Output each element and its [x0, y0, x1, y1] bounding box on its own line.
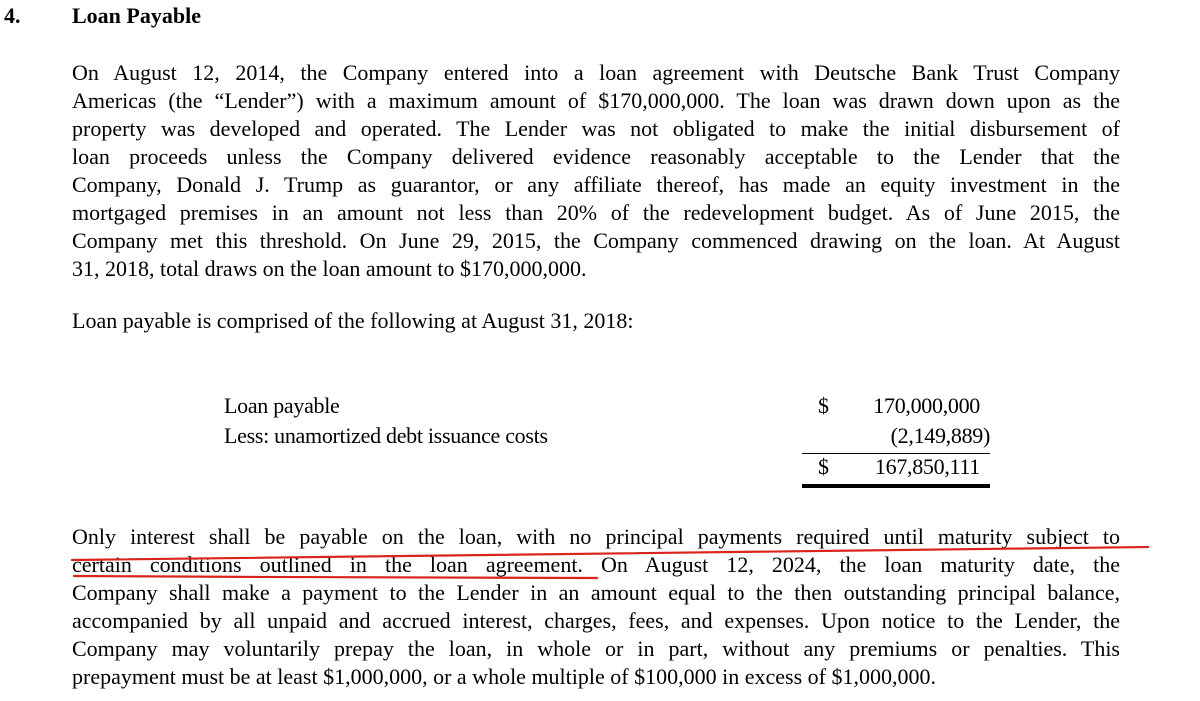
currency-symbol: $ [818, 393, 829, 418]
paragraph-line: Americas (the “Lender”) with a maximum amount of $170,000,000. The loan was drawn down upon as the [72, 88, 1120, 113]
section-number: 4. [4, 3, 21, 28]
table-row-value: (2,149,889) [890, 423, 990, 448]
table-row-label: Less: unamortized debt issuance costs [224, 423, 548, 448]
paragraph-line: Company shall make a payment to the Lender in an amount equal to the then outstanding principal balance, [72, 580, 1120, 605]
table-total-value: 167,850,111 [874, 454, 980, 479]
paragraph-loan-agreement [72, 59, 1120, 283]
currency-symbol: $ [818, 454, 829, 479]
paragraph-line: Company met this threshold. On June 29, 2015, the Company commenced drawing on the loan. At August [72, 228, 1120, 253]
paragraph-line: loan proceeds unless the Company delivered evidence reasonably acceptable to the Lender that the [72, 144, 1120, 169]
table-row-label: Loan payable [224, 393, 340, 418]
table-row-value: 170,000,000 [873, 393, 980, 418]
paragraph-line: certain conditions outlined in the loan agreement. On August 12, 2024, the loan maturity date, the [72, 552, 1120, 577]
paragraph-line: prepayment must be at least $1,000,000, or a whole multiple of $100,000 in excess of $1,000,000. [72, 664, 936, 689]
paragraph-line: Company may voluntarily prepay the loan, in whole or in part, without any premiums or penalties. This [72, 636, 1120, 661]
paragraph-line: 31, 2018, total draws on the loan amount to $170,000,000. [72, 256, 587, 281]
paragraph-line: Only interest shall be payable on the loan, with no principal payments required until maturity subject to [72, 524, 1120, 549]
paragraph-line: Loan payable is comprised of the following at August 31, 2018: [72, 308, 634, 333]
paragraph-line: mortgaged premises in an amount not less than 20% of the redevelopment budget. As of June 2015, the [72, 200, 1120, 225]
paragraph-table-intro [72, 307, 1120, 335]
paragraph-interest-terms [72, 523, 1120, 691]
paragraph-line: Company, Donald J. Trump as guarantor, or any affiliate thereof, has made an equity investment in the [72, 172, 1120, 197]
section-title: Loan Payable [72, 3, 201, 28]
paragraph-line: property was developed and operated. The Lender was not obligated to make the initial disbursement of [72, 116, 1120, 141]
paragraph-line: accompanied by all unpaid and accrued interest, charges, fees, and expenses. Upon notice to the Lender, the [72, 608, 1120, 633]
total-double-rule [802, 484, 990, 488]
paragraph-line: On August 12, 2014, the Company entered into a loan agreement with Deutsche Bank Trust Company [72, 60, 1120, 85]
